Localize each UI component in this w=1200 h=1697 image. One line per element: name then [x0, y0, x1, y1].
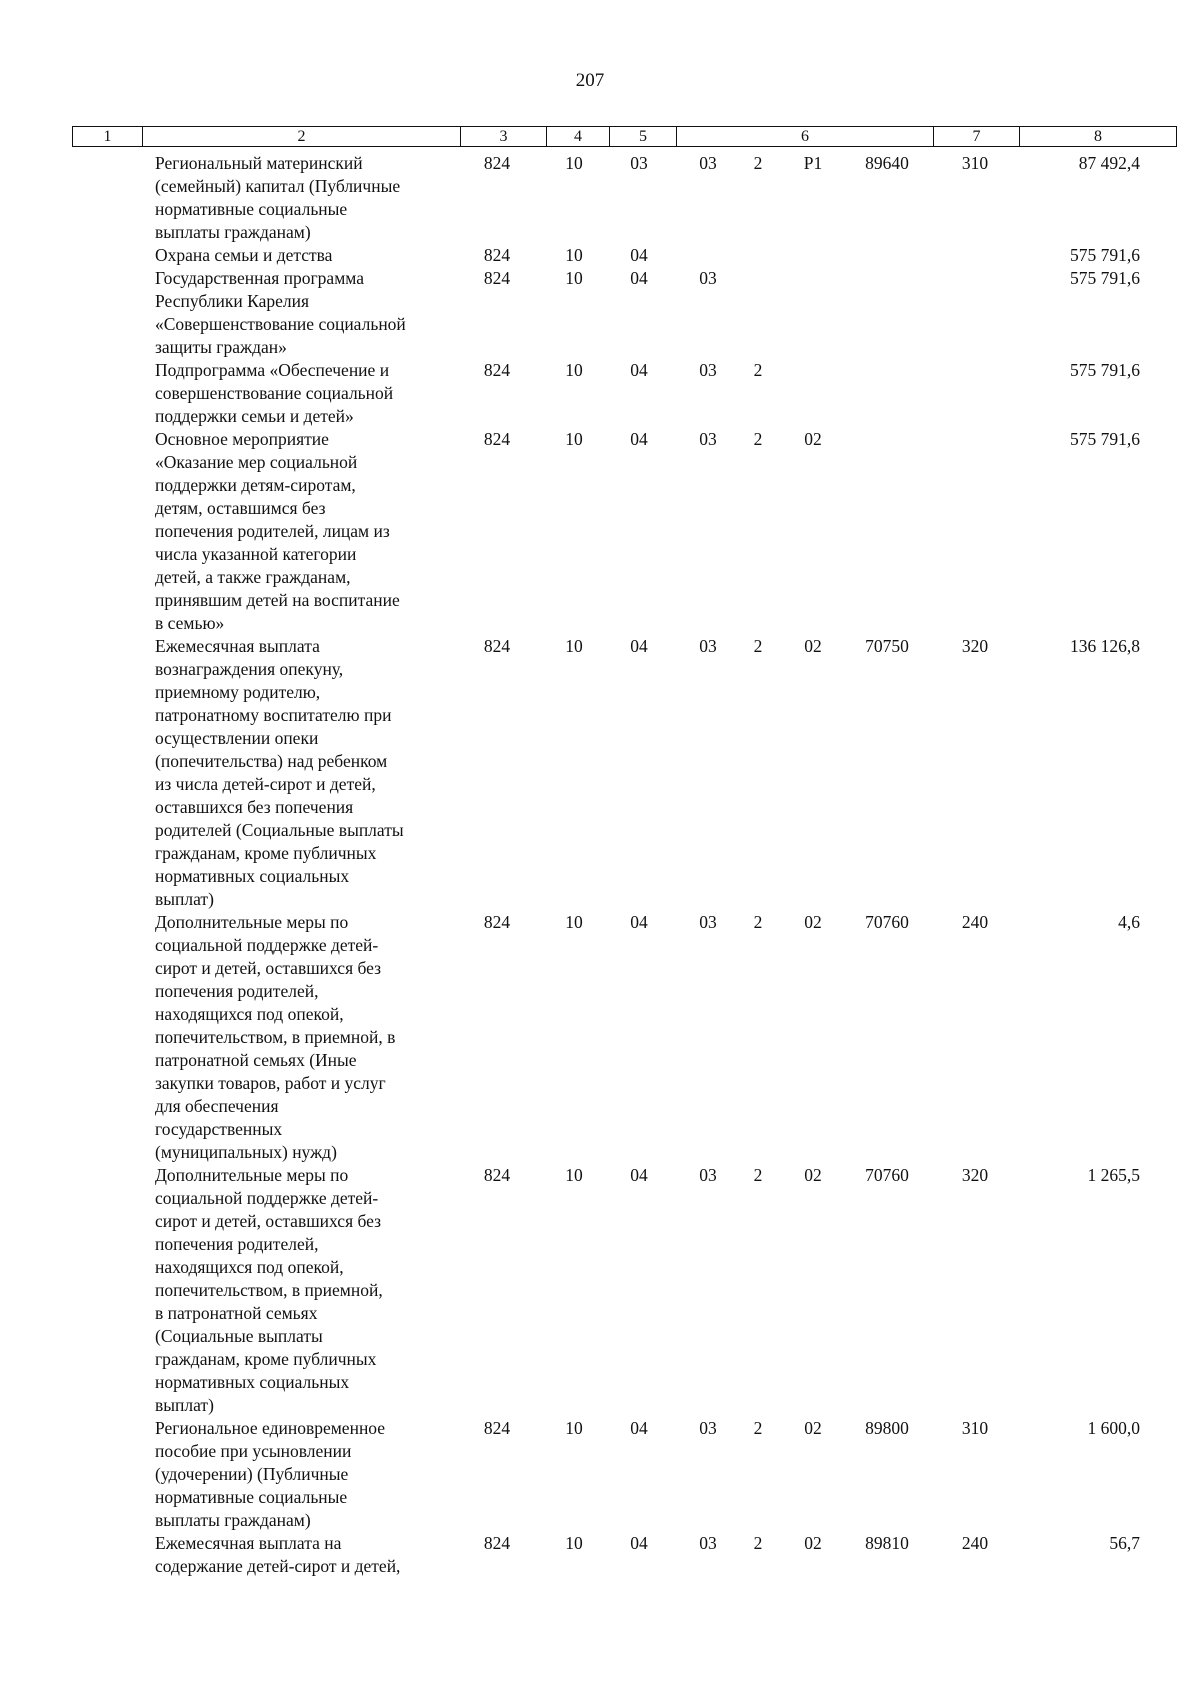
- table-row: [0, 152, 1200, 244]
- row-name-line: (муниципальных) нужд): [155, 1142, 337, 1162]
- subsection-code: 04: [630, 636, 648, 656]
- row-name-line: попечения родителей,: [155, 1234, 319, 1254]
- measure-code: 02: [804, 1418, 822, 1438]
- program-code: 03: [699, 636, 717, 656]
- amount: 1 265,5: [1087, 1165, 1140, 1185]
- row-name-line: нормативных социальных: [155, 866, 350, 886]
- row-name-line: попечения родителей,: [155, 981, 319, 1001]
- table-row: [0, 267, 1200, 359]
- row-name-line: Ежемесячная выплата на: [155, 1533, 342, 1553]
- row-name: [155, 1532, 455, 1578]
- row-name: [155, 1417, 455, 1532]
- measure-code: P1: [803, 153, 823, 173]
- admin-code: 824: [483, 360, 511, 380]
- admin-code: 824: [483, 912, 511, 932]
- header-cell: 8: [1020, 127, 1177, 147]
- row-name-line: родителей (Социальные выплаты: [155, 820, 404, 840]
- row-name-line: государственных: [155, 1119, 283, 1139]
- program-code: 03: [699, 360, 717, 380]
- program-code: 03: [699, 1165, 717, 1185]
- subsection-code: 03: [630, 153, 648, 173]
- admin-code: 824: [483, 636, 511, 656]
- admin-code: 824: [483, 268, 511, 288]
- measure-code: 02: [804, 1533, 822, 1553]
- row-name: [155, 1164, 455, 1417]
- row-name-line: сирот и детей, оставшихся без: [155, 958, 382, 978]
- header-cell: 1: [73, 127, 143, 147]
- table-row: [0, 911, 1200, 1164]
- page-number: 207: [575, 70, 605, 91]
- admin-code: 824: [483, 245, 511, 265]
- row-name-line: содержание детей-сирот и детей,: [155, 1556, 401, 1576]
- direction-code: 89800: [865, 1418, 909, 1438]
- header-cell: 5: [610, 127, 677, 147]
- row-name-line: оставшихся без попечения: [155, 797, 354, 817]
- row-name-line: социальной поддержке детей-: [155, 1188, 379, 1208]
- expense-type-code: 310: [961, 153, 989, 173]
- row-name-line: Дополнительные меры по: [155, 912, 349, 932]
- section-code: 10: [565, 636, 583, 656]
- table-row: [0, 1532, 1200, 1578]
- row-name-line: (Социальные выплаты: [155, 1326, 323, 1346]
- row-name-line: выплат): [155, 1395, 214, 1415]
- expense-type-code: 320: [961, 1165, 989, 1185]
- row-name-line: защиты граждан»: [155, 337, 287, 357]
- measure-code: 02: [804, 912, 822, 932]
- subsection-code: 04: [630, 429, 648, 449]
- amount: 1 600,0: [1087, 1418, 1140, 1438]
- subprogram-code: 2: [753, 429, 763, 449]
- program-code: 03: [699, 153, 717, 173]
- table-row: [0, 1164, 1200, 1417]
- row-name-line: поддержки детям-сиротам,: [155, 475, 356, 495]
- measure-code: 02: [804, 429, 822, 449]
- row-name-line: попечения родителей, лицам из: [155, 521, 390, 541]
- row-name: [155, 428, 455, 635]
- row-name-line: гражданам, кроме публичных: [155, 1349, 377, 1369]
- row-name-line: (удочерении) (Публичные: [155, 1464, 349, 1484]
- row-name-line: Региональный материнский: [155, 153, 363, 173]
- row-name-line: нормативных социальных: [155, 1372, 350, 1392]
- admin-code: 824: [483, 1418, 511, 1438]
- amount: 56,7: [1109, 1533, 1140, 1553]
- row-name-line: гражданам, кроме публичных: [155, 843, 377, 863]
- row-name-line: детей, а также гражданам,: [155, 567, 351, 587]
- subsection-code: 04: [630, 1533, 648, 1553]
- header-cell: 7: [934, 127, 1020, 147]
- row-name: [155, 635, 455, 911]
- subsection-code: 04: [630, 1165, 648, 1185]
- row-name: [155, 359, 455, 428]
- section-code: 10: [565, 429, 583, 449]
- amount: 136 126,8: [1070, 636, 1140, 656]
- row-name-line: в патронатной семьях: [155, 1303, 318, 1323]
- subsection-code: 04: [630, 245, 648, 265]
- budget-rows: [0, 152, 1200, 1578]
- row-name-line: Ежемесячная выплата: [155, 636, 320, 656]
- header-cell: 6: [677, 127, 934, 147]
- row-name-line: находящихся под опекой,: [155, 1004, 344, 1024]
- row-name-line: выплаты гражданам): [155, 1510, 311, 1530]
- amount: 575 791,6: [1070, 268, 1140, 288]
- column-header-table: [72, 126, 1177, 147]
- program-code: 03: [699, 1418, 717, 1438]
- row-name-line: в семью»: [155, 613, 225, 633]
- row-name: [155, 152, 455, 244]
- row-name-line: закупки товаров, работ и услуг: [155, 1073, 386, 1093]
- row-name-line: Дополнительные меры по: [155, 1165, 349, 1185]
- row-name-line: Подпрограмма «Обеспечение и: [155, 360, 390, 380]
- row-name-line: социальной поддержке детей-: [155, 935, 379, 955]
- row-name-line: поддержки семьи и детей»: [155, 406, 354, 426]
- row-name: [155, 911, 455, 1164]
- subprogram-code: 2: [753, 360, 763, 380]
- subprogram-code: 2: [753, 1533, 763, 1553]
- direction-code: 89810: [865, 1533, 909, 1553]
- row-name-line: приемному родителю,: [155, 682, 321, 702]
- measure-code: 02: [804, 636, 822, 656]
- row-name-line: вознаграждения опекуну,: [155, 659, 344, 679]
- row-name-line: патронатной семьях (Иные: [155, 1050, 357, 1070]
- direction-code: 70760: [865, 912, 909, 932]
- amount: 575 791,6: [1070, 245, 1140, 265]
- table-row: [0, 1417, 1200, 1532]
- row-name-line: пособие при усыновлении: [155, 1441, 352, 1461]
- row-name-line: нормативные социальные: [155, 199, 348, 219]
- row-name-line: (семейный) капитал (Публичные: [155, 176, 401, 196]
- amount: 4,6: [1118, 912, 1140, 932]
- row-name-line: Государственная программа: [155, 268, 364, 288]
- row-name-line: сирот и детей, оставшихся без: [155, 1211, 382, 1231]
- section-code: 10: [565, 1533, 583, 1553]
- program-code: 03: [699, 1533, 717, 1553]
- program-code: 03: [699, 268, 717, 288]
- direction-code: 89640: [865, 153, 909, 173]
- row-name-line: «Оказание мер социальной: [155, 452, 358, 472]
- subprogram-code: 2: [753, 912, 763, 932]
- admin-code: 824: [483, 1533, 511, 1553]
- subprogram-code: 2: [753, 153, 763, 173]
- admin-code: 824: [483, 153, 511, 173]
- subsection-code: 04: [630, 360, 648, 380]
- row-name-line: совершенствование социальной: [155, 383, 394, 403]
- row-name-line: Республики Карелия: [155, 291, 310, 311]
- header-cell: 2: [143, 127, 461, 147]
- section-code: 10: [565, 360, 583, 380]
- subsection-code: 04: [630, 1418, 648, 1438]
- header-cell: 4: [547, 127, 610, 147]
- row-name-line: выплат): [155, 889, 214, 909]
- row-name-line: попечительством, в приемной,: [155, 1280, 383, 1300]
- row-name-line: принявшим детей на воспитание: [155, 590, 400, 610]
- table-row: [0, 428, 1200, 635]
- section-code: 10: [565, 912, 583, 932]
- program-code: 03: [699, 429, 717, 449]
- amount: 575 791,6: [1070, 360, 1140, 380]
- row-name: [155, 244, 455, 267]
- row-name-line: для обеспечения: [155, 1096, 279, 1116]
- amount: 87 492,4: [1078, 153, 1140, 173]
- expense-type-code: 320: [961, 636, 989, 656]
- section-code: 10: [565, 153, 583, 173]
- section-code: 10: [565, 1418, 583, 1438]
- table-row: [0, 359, 1200, 428]
- section-code: 10: [565, 245, 583, 265]
- header-cell: 3: [461, 127, 547, 147]
- admin-code: 824: [483, 1165, 511, 1185]
- expense-type-code: 240: [961, 1533, 989, 1553]
- direction-code: 70750: [865, 636, 909, 656]
- table-row: [0, 244, 1200, 267]
- row-name-line: детям, оставшимся без: [155, 498, 326, 518]
- direction-code: 70760: [865, 1165, 909, 1185]
- row-name-line: выплаты гражданам): [155, 222, 311, 242]
- section-code: 10: [565, 1165, 583, 1185]
- row-name-line: числа указанной категории: [155, 544, 357, 564]
- row-name-line: (попечительства) над ребенком: [155, 751, 388, 771]
- row-name-line: нормативные социальные: [155, 1487, 348, 1507]
- subsection-code: 04: [630, 268, 648, 288]
- row-name-line: «Совершенствование социальной: [155, 314, 406, 334]
- measure-code: 02: [804, 1165, 822, 1185]
- row-name-line: из числа детей-сирот и детей,: [155, 774, 376, 794]
- admin-code: 824: [483, 429, 511, 449]
- program-code: 03: [699, 912, 717, 932]
- row-name-line: попечительством, в приемной, в: [155, 1027, 396, 1047]
- section-code: 10: [565, 268, 583, 288]
- row-name-line: осуществлении опеки: [155, 728, 319, 748]
- row-name-line: патронатному воспитателю при: [155, 705, 392, 725]
- row-name: [155, 267, 455, 359]
- subprogram-code: 2: [753, 636, 763, 656]
- subsection-code: 04: [630, 912, 648, 932]
- expense-type-code: 240: [961, 912, 989, 932]
- row-name-line: находящихся под опекой,: [155, 1257, 344, 1277]
- subprogram-code: 2: [753, 1418, 763, 1438]
- amount: 575 791,6: [1070, 429, 1140, 449]
- row-name-line: Региональное единовременное: [155, 1418, 386, 1438]
- row-name-line: Охрана семьи и детства: [155, 245, 333, 265]
- table-row: [0, 635, 1200, 911]
- header-row: [73, 127, 1177, 147]
- expense-type-code: 310: [961, 1418, 989, 1438]
- subprogram-code: 2: [753, 1165, 763, 1185]
- row-name-line: Основное мероприятие: [155, 429, 329, 449]
